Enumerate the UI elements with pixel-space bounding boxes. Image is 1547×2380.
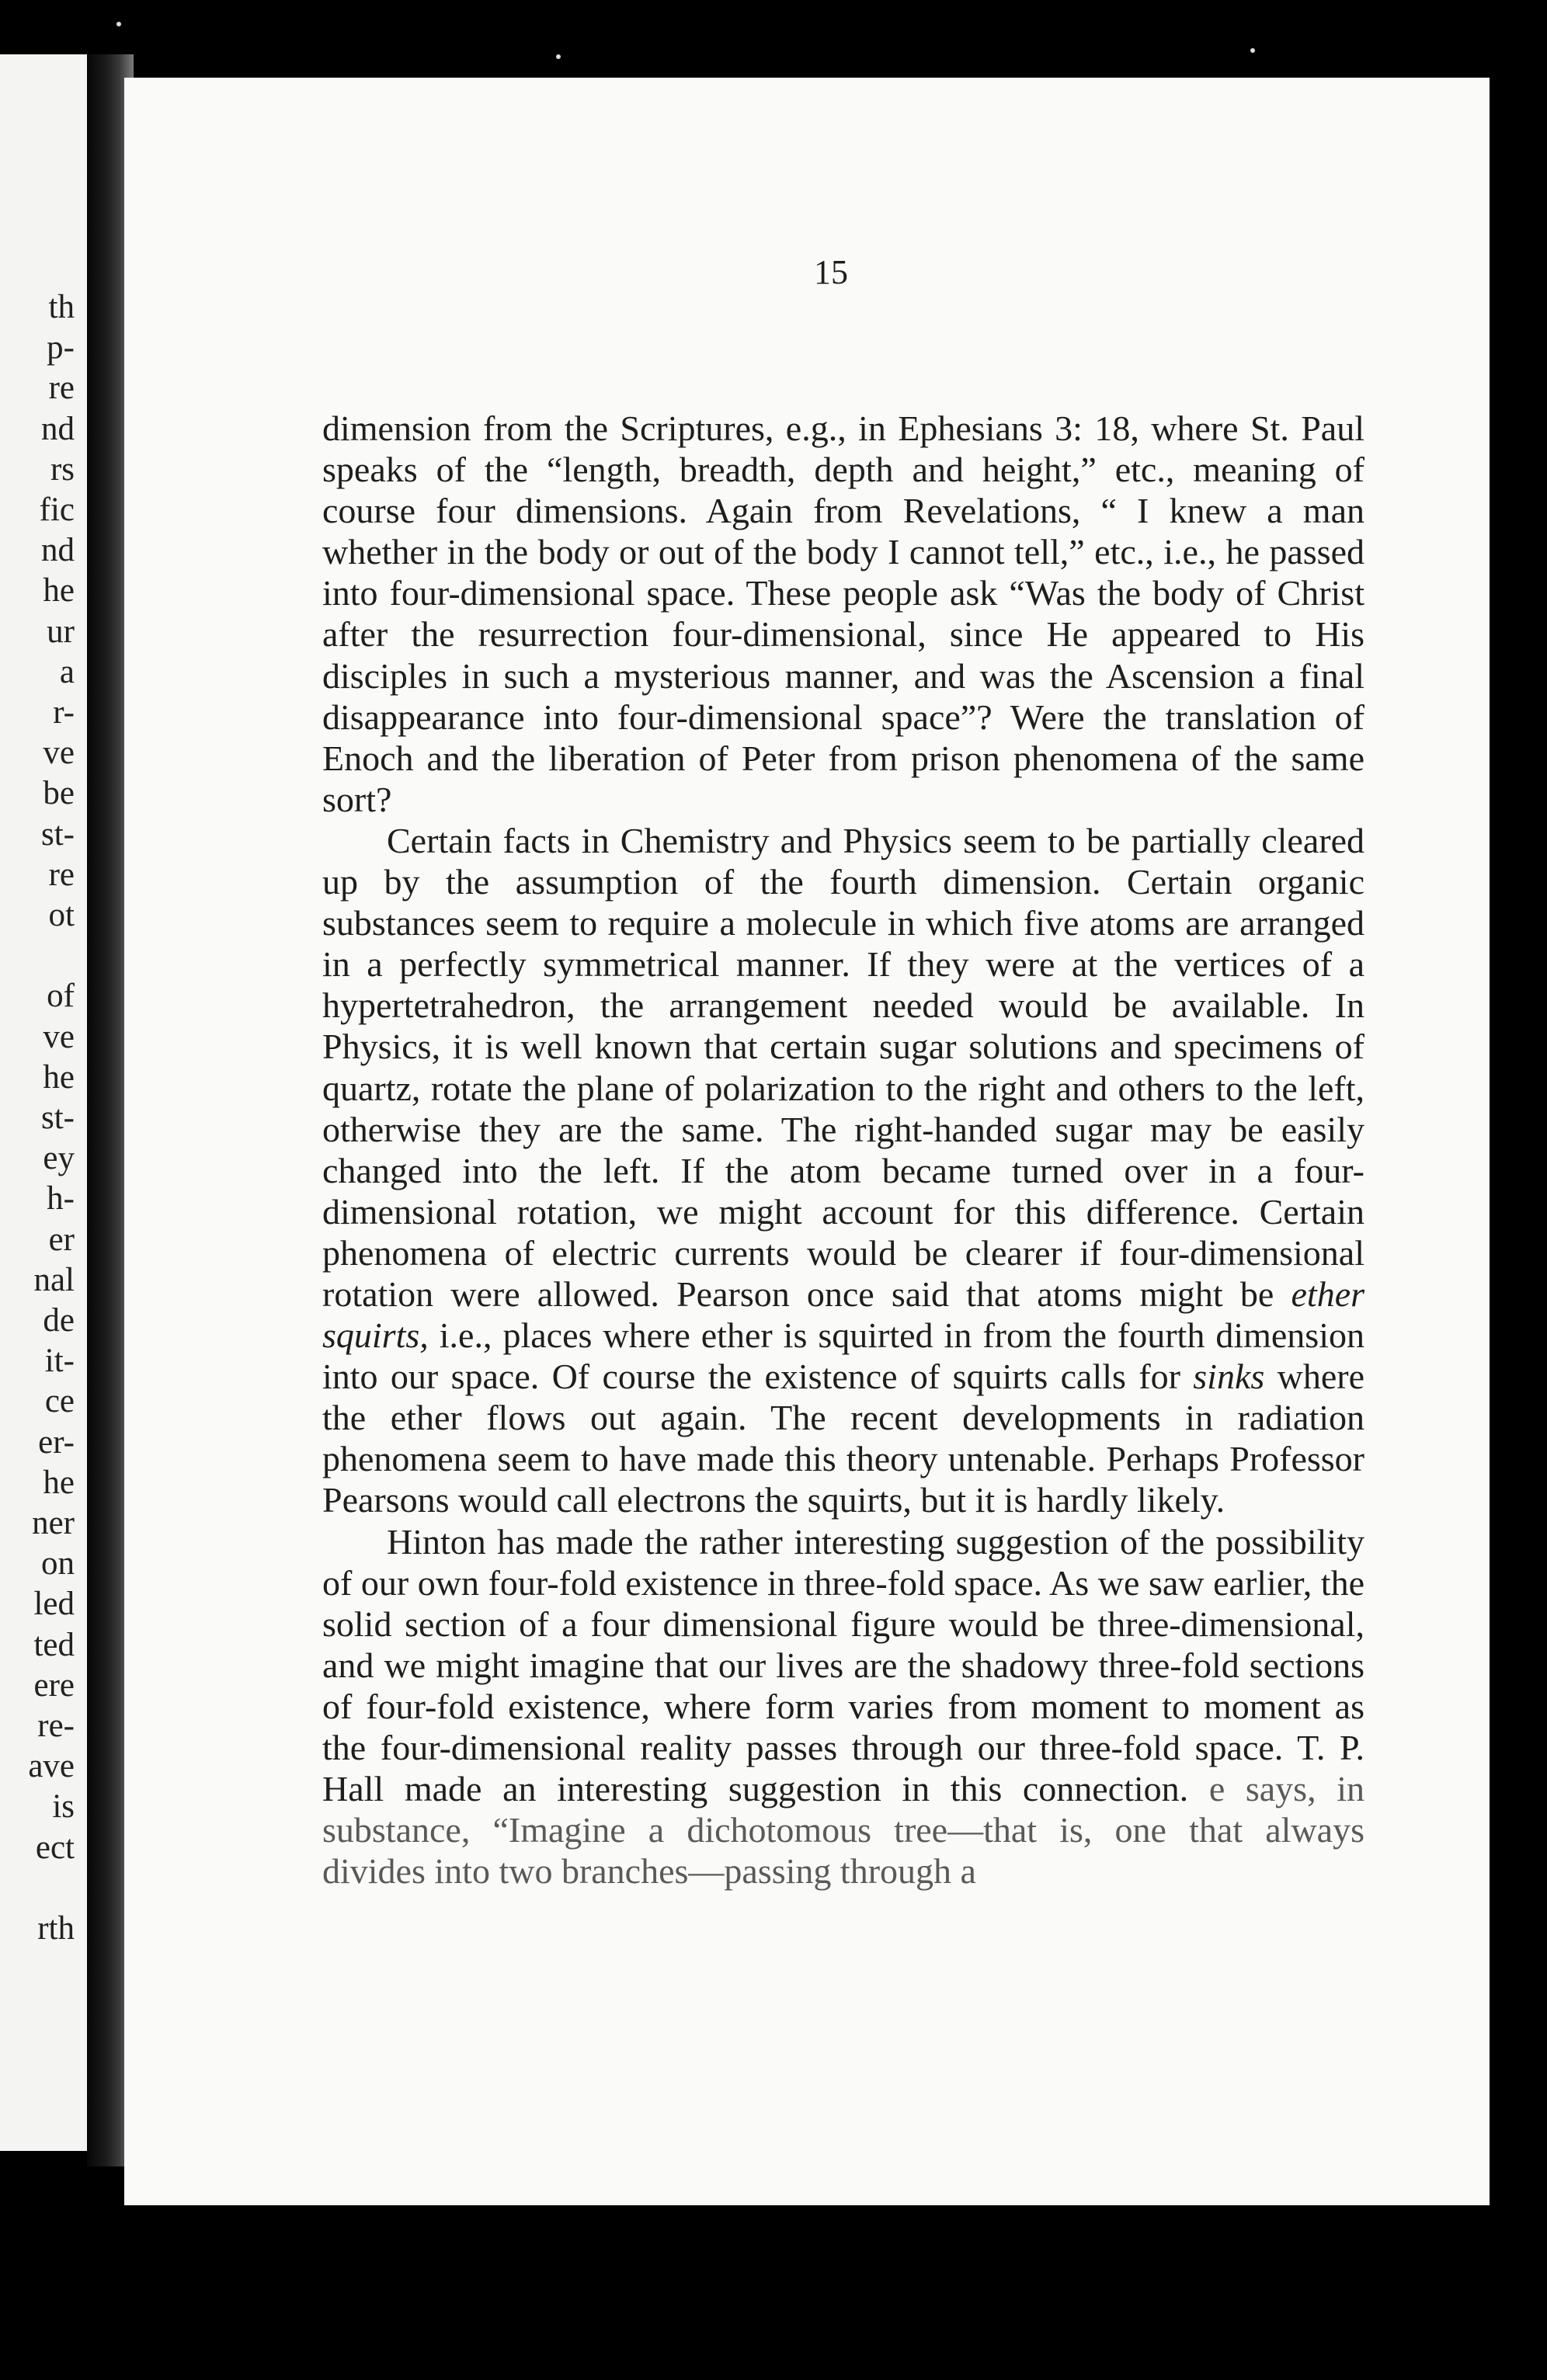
adjacent-page-line-fragment: he xyxy=(43,572,75,610)
adjacent-page-line-fragment: ve xyxy=(43,735,75,772)
paragraph-2 xyxy=(322,820,1364,1521)
scan-speck xyxy=(1250,48,1255,53)
adjacent-page-line-fragment: ner xyxy=(32,1505,75,1541)
body-text xyxy=(322,408,1364,1892)
adjacent-page-line-fragment: on xyxy=(41,1545,75,1583)
adjacent-page-line-fragment: th xyxy=(48,289,75,325)
adjacent-page-line-fragment: is xyxy=(52,1788,75,1826)
adjacent-page-line-fragment: ere xyxy=(33,1666,75,1704)
adjacent-page-line-fragment: a xyxy=(59,653,75,690)
adjacent-page-line-fragment: re xyxy=(48,856,75,893)
adjacent-page-line-fragment: ted xyxy=(33,1626,75,1663)
adjacent-page-line-fragment: it- xyxy=(44,1343,75,1380)
page-number: 15 xyxy=(814,253,848,291)
paragraph-2-part-3: where the ether flows out again. The recent developments in radiation phenomena seem to have made this theory untenable. Perhaps Professor Pearsons would call electrons the squirts, but it is hardly likely. xyxy=(322,1357,1365,1520)
paragraph-2-part-1: Certain facts in Chemistry and Physics seem to be partially cleared up by the assumption of the fourth dimension. Certain organic substances seem to require a molecule in which five atoms are arranged in a perfectly symmetrical manner. If they were at the vertices of a hypertetrahedron, the arrangement needed would be available. In Physics, it is well known that certain sugar solutions and specimens of quartz, rotate the plane of polarization to the right and others to the left, otherwise they are the same. The right-handed sugar may be easily changed into the left. If the atom became turned over in a four-dimensional rotation, we might account for this difference. Certain phenomena of electric currents would be clearer if four-dimensional rotation were allowed. Pearson once said that atoms might be xyxy=(322,820,1364,1314)
scan-speck xyxy=(116,22,121,26)
adjacent-page-line-fragment: er- xyxy=(38,1423,75,1461)
adjacent-page-line-fragment: ot xyxy=(48,897,75,933)
adjacent-page-line-fragment: ce xyxy=(44,1383,75,1420)
adjacent-page-line-fragment: he xyxy=(43,1058,75,1096)
adjacent-page-line-fragment: rth xyxy=(37,1910,75,1947)
adjacent-page-line-fragment: nd xyxy=(41,410,75,447)
adjacent-page-line-fragment: st- xyxy=(41,815,75,853)
adjacent-page-line-fragment: ur xyxy=(47,613,75,650)
adjacent-page-line-fragment: st- xyxy=(41,1100,75,1136)
adjacent-page-line-fragment: nd xyxy=(41,532,75,569)
page xyxy=(124,78,1490,2205)
paragraph-1: dimension from the Scriptures, e.g., in Ephesians 3: 18, where St. Paul speaks of the “length, breadth, depth and height,” etc., meaning of course four dimensions. Again from Revelations, “ I knew a man whether in the body or out of the body I cannot tell,” etc., i.e., he passed into four-dimensional space. These people ask “Was the body of Christ after the resurrection four-dimensional, since He appeared to His disciples in such a mysterious manner, and was the Ascension a final disappearance into four-dimensional space”? Were the translation of Enoch and the liberation of Peter from prison phenomena of the same sort? xyxy=(322,408,1364,819)
adjacent-page-line-fragment: de xyxy=(43,1302,75,1339)
adjacent-page-line-fragment: be xyxy=(43,775,75,812)
paragraph-3 xyxy=(322,1521,1364,1892)
adjacent-page-line-fragment: ect xyxy=(35,1829,75,1866)
scan-speck xyxy=(556,54,561,59)
adjacent-page-line-fragment: fic xyxy=(39,492,75,528)
ether-squirts-term: ether squirts, xyxy=(322,1273,1365,1356)
adjacent-page-line-fragment: he xyxy=(43,1464,75,1501)
adjacent-page-line-fragment: re- xyxy=(37,1708,75,1744)
adjacent-page-line-fragment: h- xyxy=(47,1180,75,1218)
adjacent-page-line-fragment: re xyxy=(48,370,75,407)
adjacent-page-line-fragment: led xyxy=(33,1586,75,1623)
adjacent-page-sliver xyxy=(0,54,87,2151)
adjacent-page-line-fragment: er xyxy=(48,1221,75,1258)
adjacent-page-line-fragment: ave xyxy=(28,1748,75,1785)
paragraph-3-main: Hinton has made the rather interesting suggestion of the possibility of our own four-fold existence in three-fold space. As we saw earlier, the solid section of a four dimensional figure would be three-dimensional, and we might imagine that our lives are the shadowy three-fold sections of four-fold existence, where form varies from moment to moment as the four-dimensional reality passes through our three-fold space. T. P. Hall made an interesting suggestion in this connection. xyxy=(322,1521,1364,1809)
paragraph-3-faded-tail: e says, in substance, “Imagine a dichotomous tree—that is, one that always divides into two branches—passing through a xyxy=(322,1769,1364,1892)
adjacent-page-line-fragment: ey xyxy=(43,1140,75,1177)
adjacent-page-line-fragment: ve xyxy=(43,1018,75,1055)
adjacent-page-line-fragment: of xyxy=(47,978,75,1015)
adjacent-page-line-fragment: r- xyxy=(53,694,75,731)
adjacent-page-line-fragment: rs xyxy=(50,450,75,488)
adjacent-page-line-fragment: p- xyxy=(47,329,75,367)
paragraph-2-part-2: i.e., places where ether is squirted in from the fourth dimension into our space. Of course the existence of squirts calls for xyxy=(322,1315,1364,1397)
sinks-term: sinks xyxy=(1193,1357,1265,1397)
adjacent-page-line-fragment: nal xyxy=(33,1261,75,1298)
